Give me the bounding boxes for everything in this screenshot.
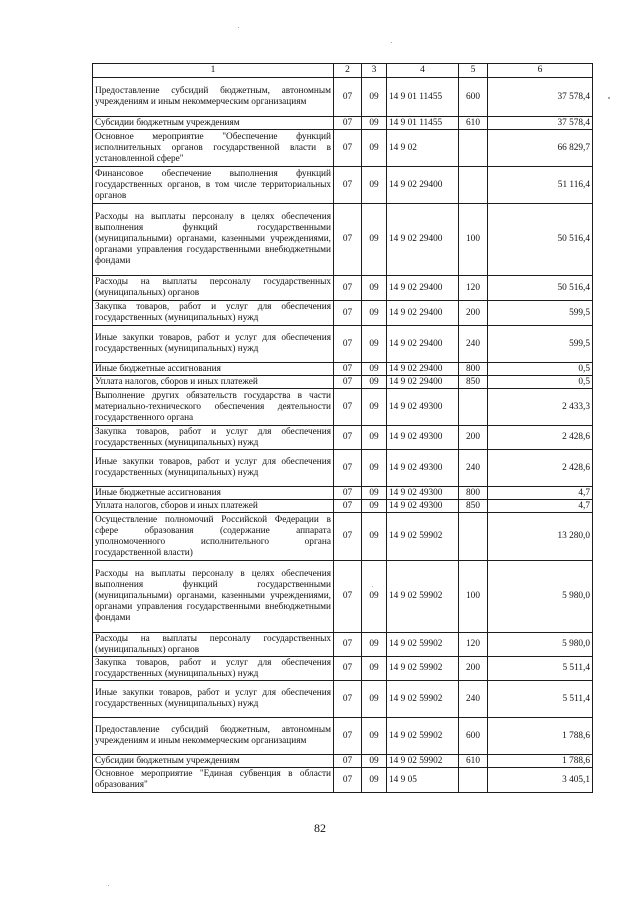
row-subsection: 09	[362, 500, 387, 513]
table-row	[93, 755, 593, 768]
table-row	[93, 513, 593, 561]
table-row	[93, 500, 593, 513]
column-header: 4	[387, 64, 459, 78]
row-amount: 1 788,6	[488, 755, 593, 768]
row-name: Выполнение других обязательств государства в части материально-технического обеспечения деятельности государственного органа	[93, 389, 334, 426]
scan-speck	[391, 42, 392, 43]
table-row	[93, 130, 593, 167]
scan-speck	[238, 27, 239, 28]
row-section: 07	[334, 513, 362, 561]
row-name: Субсидии бюджетным учреждениям	[93, 755, 334, 768]
row-amount: 51 116,4	[488, 167, 593, 204]
row-expense-type: 120	[459, 276, 488, 301]
row-section: 07	[334, 768, 362, 793]
row-section: 07	[334, 487, 362, 500]
row-amount: 5 980,0	[488, 561, 593, 633]
column-header: 1	[93, 64, 334, 78]
table-row	[93, 117, 593, 130]
row-section: 07	[334, 426, 362, 450]
row-target-code: 14 9 02 29400	[387, 276, 459, 301]
row-section: 07	[334, 561, 362, 633]
row-target-code: 14 9 02 59902	[387, 561, 459, 633]
row-section: 07	[334, 389, 362, 426]
row-name: Расходы на выплаты персоналу в целях обеспечения выполнения функций государственными (муниципальными) органами, казенными учреждениями, органами управления государственными внебюджетными фондами	[93, 561, 334, 633]
row-subsection: 09	[362, 513, 387, 561]
row-amount: 599,5	[488, 301, 593, 326]
row-amount: 2 433,3	[488, 389, 593, 426]
row-expense-type	[459, 768, 488, 793]
row-subsection: 09	[362, 326, 387, 363]
row-subsection: 09	[362, 487, 387, 500]
table-row	[93, 326, 593, 363]
row-name: Расходы на выплаты персоналу государственных (муниципальных) органов	[93, 633, 334, 657]
row-expense-type: 850	[459, 376, 488, 389]
scan-speck	[372, 586, 373, 587]
table-row	[93, 426, 593, 450]
row-section: 07	[334, 117, 362, 130]
row-subsection: 09	[362, 301, 387, 326]
row-amount: 0,5	[488, 363, 593, 376]
row-subsection: 09	[362, 633, 387, 657]
row-target-code: 14 9 01 11455	[387, 117, 459, 130]
row-section: 07	[334, 363, 362, 376]
row-target-code: 14 9 02 29400	[387, 167, 459, 204]
row-name: Расходы на выплаты персоналу в целях обеспечения выполнения функций государственными (муниципальными) органами, казенными учреждениями, органами управления государственными внебюджетными фондами	[93, 204, 334, 276]
row-expense-type: 240	[459, 450, 488, 487]
table-row	[93, 376, 593, 389]
row-expense-type: 240	[459, 326, 488, 363]
row-amount: 599,5	[488, 326, 593, 363]
table-row	[93, 633, 593, 657]
table-row	[93, 389, 593, 426]
row-subsection: 09	[362, 117, 387, 130]
row-expense-type	[459, 167, 488, 204]
row-expense-type	[459, 130, 488, 167]
row-amount: 3 405,1	[488, 768, 593, 793]
row-target-code: 14 9 02 29400	[387, 376, 459, 389]
row-amount: 37 578,4	[488, 78, 593, 117]
row-target-code: 14 9 02 49300	[387, 389, 459, 426]
row-target-code: 14 9 02	[387, 130, 459, 167]
row-section: 07	[334, 657, 362, 681]
row-subsection: 09	[362, 450, 387, 487]
row-section: 07	[334, 204, 362, 276]
row-expense-type: 100	[459, 561, 488, 633]
row-subsection: 09	[362, 167, 387, 204]
row-target-code: 14 9 02 49300	[387, 426, 459, 450]
row-subsection: 09	[362, 130, 387, 167]
row-subsection: 09	[362, 681, 387, 718]
row-expense-type	[459, 513, 488, 561]
row-subsection: 09	[362, 389, 387, 426]
row-name: Финансовое обеспечение выполнения функций государственных органов, в том числе территориальных органов	[93, 167, 334, 204]
table-row	[93, 167, 593, 204]
row-target-code: 14 9 02 59902	[387, 633, 459, 657]
row-target-code: 14 9 02 59902	[387, 681, 459, 718]
row-section: 07	[334, 450, 362, 487]
row-target-code: 14 9 02 49300	[387, 487, 459, 500]
row-name: Закупка товаров, работ и услуг для обеспечения государственных (муниципальных) нужд	[93, 657, 334, 681]
row-expense-type: 200	[459, 301, 488, 326]
row-target-code: 14 9 02 29400	[387, 301, 459, 326]
scan-speck	[108, 885, 109, 886]
row-amount: 0,5	[488, 376, 593, 389]
column-header: 2	[334, 64, 362, 78]
row-name: Предоставление субсидий бюджетным, автономным учреждениям и иным некоммерческим организациям	[93, 718, 334, 755]
row-section: 07	[334, 326, 362, 363]
row-target-code: 14 9 02 49300	[387, 500, 459, 513]
column-header: 6	[488, 64, 593, 78]
row-amount: 4,7	[488, 487, 593, 500]
row-name: Осуществление полномочий Российской Федерации в сфере образования (содержание аппарата уполномоченного исполнительного органа государственной власти)	[93, 513, 334, 561]
row-name: Закупка товаров, работ и услуг для обеспечения государственных (муниципальных) нужд	[93, 426, 334, 450]
table-row	[93, 657, 593, 681]
column-header: 5	[459, 64, 488, 78]
row-amount: 5 511,4	[488, 657, 593, 681]
row-amount: 5 980,0	[488, 633, 593, 657]
row-amount: 1 788,6	[488, 718, 593, 755]
row-expense-type: 850	[459, 500, 488, 513]
row-amount: 50 516,4	[488, 204, 593, 276]
row-amount: 2 428,6	[488, 450, 593, 487]
row-expense-type: 610	[459, 117, 488, 130]
row-target-code: 14 9 05	[387, 768, 459, 793]
row-expense-type: 800	[459, 363, 488, 376]
row-subsection: 09	[362, 376, 387, 389]
row-name: Предоставление субсидий бюджетным, автономным учреждениям и иным некоммерческим организациям	[93, 78, 334, 117]
row-subsection: 09	[362, 426, 387, 450]
row-name: Основное мероприятие "Единая субвенция в области образования"	[93, 768, 334, 793]
row-expense-type: 610	[459, 755, 488, 768]
row-name: Уплата налогов, сборов и иных платежей	[93, 500, 334, 513]
row-expense-type: 120	[459, 633, 488, 657]
row-name: Уплата налогов, сборов и иных платежей	[93, 376, 334, 389]
row-target-code: 14 9 02 59902	[387, 657, 459, 681]
row-target-code: 14 9 02 29400	[387, 204, 459, 276]
row-expense-type: 800	[459, 487, 488, 500]
table-row	[93, 768, 593, 793]
row-expense-type	[459, 389, 488, 426]
table-row	[93, 78, 593, 117]
row-name: Расходы на выплаты персоналу государственных (муниципальных) органов	[93, 276, 334, 301]
row-section: 07	[334, 718, 362, 755]
header-row	[93, 64, 593, 78]
row-section: 07	[334, 755, 362, 768]
row-subsection: 09	[362, 561, 387, 633]
row-section: 07	[334, 276, 362, 301]
row-section: 07	[334, 130, 362, 167]
row-name: Иные закупки товаров, работ и услуг для обеспечения государственных (муниципальных) нужд	[93, 450, 334, 487]
table-row	[93, 276, 593, 301]
row-amount: 4,7	[488, 500, 593, 513]
row-name: Закупка товаров, работ и услуг для обеспечения государственных (муниципальных) нужд	[93, 301, 334, 326]
row-section: 07	[334, 167, 362, 204]
row-target-code: 14 9 01 11455	[387, 78, 459, 117]
row-amount: 50 516,4	[488, 276, 593, 301]
row-amount: 37 578,4	[488, 117, 593, 130]
row-target-code: 14 9 02 49300	[387, 450, 459, 487]
row-expense-type: 200	[459, 657, 488, 681]
row-name: Субсидии бюджетным учреждениям	[93, 117, 334, 130]
row-amount: 5 511,4	[488, 681, 593, 718]
row-amount: 2 428,6	[488, 426, 593, 450]
scan-speck	[608, 97, 610, 99]
row-expense-type: 600	[459, 718, 488, 755]
row-expense-type: 200	[459, 426, 488, 450]
row-amount: 13 280,0	[488, 513, 593, 561]
row-section: 07	[334, 78, 362, 117]
row-amount: 66 829,7	[488, 130, 593, 167]
row-section: 07	[334, 500, 362, 513]
row-subsection: 09	[362, 276, 387, 301]
table-row	[93, 718, 593, 755]
column-header: 3	[362, 64, 387, 78]
row-section: 07	[334, 633, 362, 657]
row-name: Основное мероприятие "Обеспечение функций исполнительных органов государственной власти в установленной сфере"	[93, 130, 334, 167]
row-subsection: 09	[362, 363, 387, 376]
row-subsection: 09	[362, 657, 387, 681]
table-row	[93, 487, 593, 500]
row-section: 07	[334, 681, 362, 718]
table-row	[93, 363, 593, 376]
table-row	[93, 561, 593, 633]
row-expense-type: 600	[459, 78, 488, 117]
row-name: Иные закупки товаров, работ и услуг для обеспечения государственных (муниципальных) нужд	[93, 326, 334, 363]
row-subsection: 09	[362, 768, 387, 793]
table-row	[93, 681, 593, 718]
row-target-code: 14 9 02 59902	[387, 755, 459, 768]
row-subsection: 09	[362, 204, 387, 276]
table-row	[93, 301, 593, 326]
row-name: Иные бюджетные ассигнования	[93, 487, 334, 500]
row-target-code: 14 9 02 29400	[387, 363, 459, 376]
row-expense-type: 100	[459, 204, 488, 276]
row-target-code: 14 9 02 59902	[387, 513, 459, 561]
row-target-code: 14 9 02 29400	[387, 326, 459, 363]
row-subsection: 09	[362, 78, 387, 117]
row-name: Иные закупки товаров, работ и услуг для обеспечения государственных (муниципальных) нужд	[93, 681, 334, 718]
row-expense-type: 240	[459, 681, 488, 718]
page-number: 82	[314, 821, 326, 835]
row-subsection: 09	[362, 718, 387, 755]
row-section: 07	[334, 376, 362, 389]
row-subsection: 09	[362, 755, 387, 768]
row-name: Иные бюджетные ассигнования	[93, 363, 334, 376]
row-section: 07	[334, 301, 362, 326]
row-target-code: 14 9 02 59902	[387, 718, 459, 755]
table-row	[93, 204, 593, 276]
budget-table	[92, 63, 593, 793]
table-row	[93, 450, 593, 487]
